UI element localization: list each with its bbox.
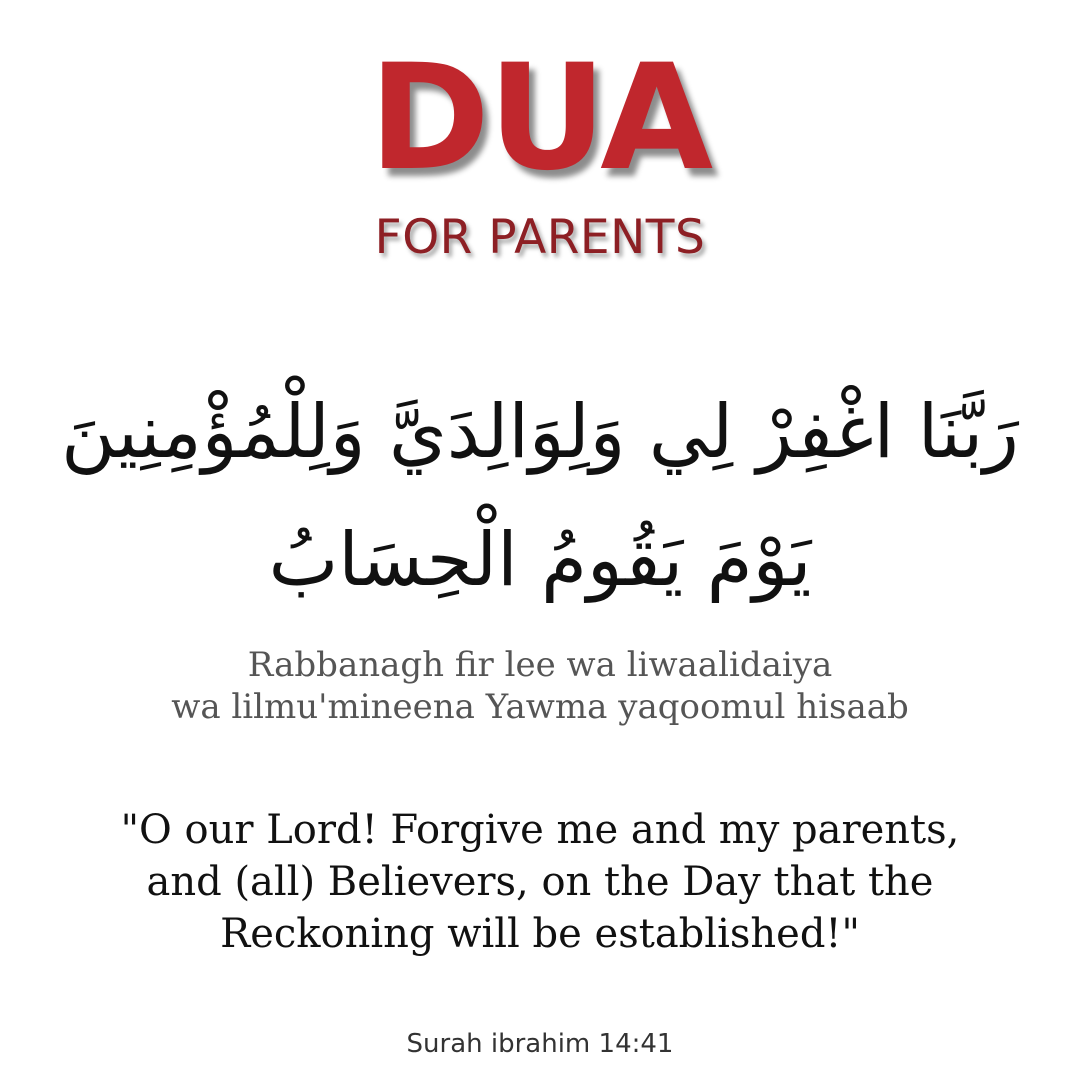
page-title: DUA	[368, 33, 712, 203]
transliteration	[0, 644, 1080, 728]
translation	[0, 804, 1080, 960]
surah-reference: Surah ibrahim 14:41	[406, 1029, 674, 1059]
transliteration-line-2: wa lilmu'mineena Yawma yaqoomul hisaab	[171, 687, 909, 727]
translation-line-3: Reckoning will be established!"	[220, 911, 860, 957]
page-subtitle: FOR PARENTS	[374, 210, 706, 265]
translation-line-1: "O our Lord! Forgive me and my parents,	[120, 807, 960, 853]
arabic-verse: رَبَّنَا اغْفِرْ لِي وَلِوَالِدَيَّ وَلِلْمُؤْمِنِينَ يَوْمَ يَقُومُ الْحِسَابُ	[61, 389, 1019, 603]
transliteration-line-1: Rabbanagh fir lee wa liwaalidaiya	[247, 645, 833, 685]
translation-line-2: and (all) Believers, on the Day that the	[146, 859, 934, 905]
